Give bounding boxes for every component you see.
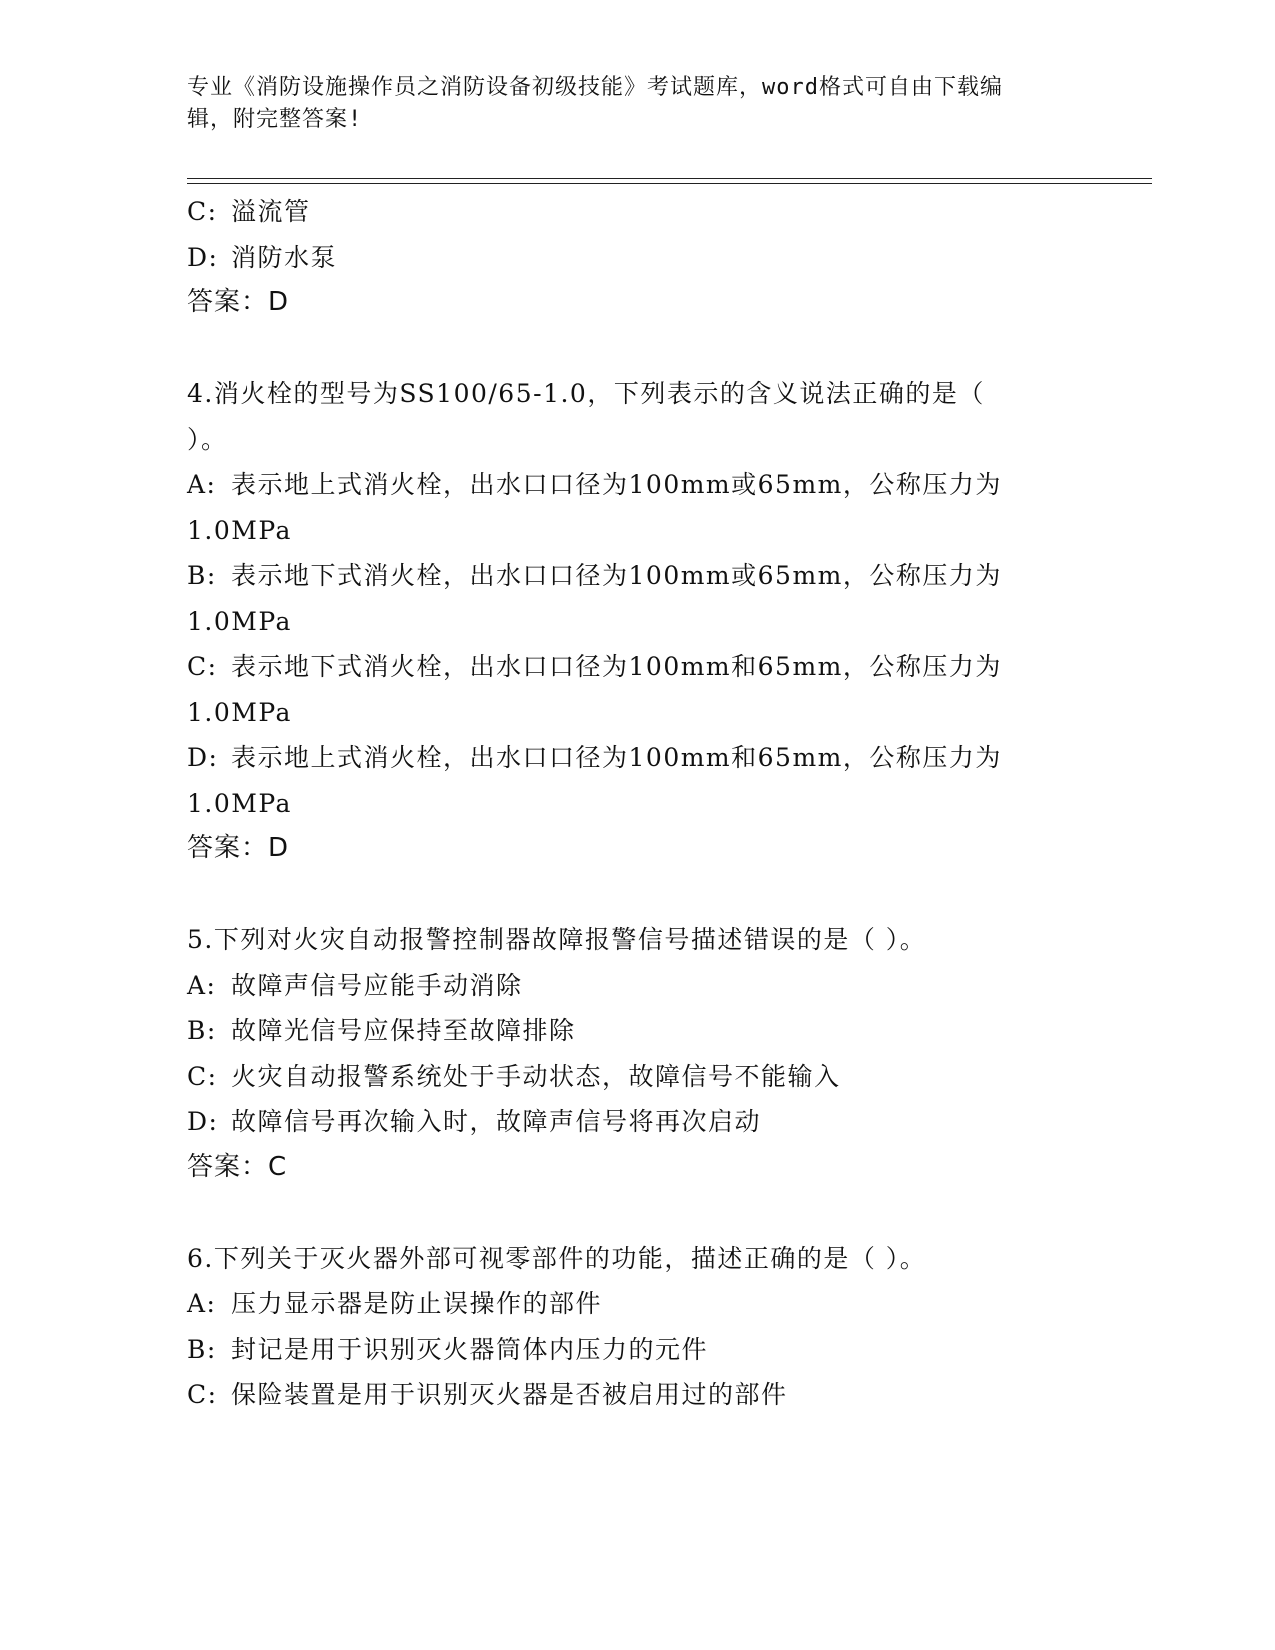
question-4 xyxy=(187,371,1087,872)
question-stem: 4.消火栓的型号为SS100/65-1.0，下列表示的含义说法正确的是（ xyxy=(187,379,985,408)
option-text: 故障信号再次输入时，故障声信号将再次启动 xyxy=(231,1107,762,1136)
option-b xyxy=(187,553,1087,599)
option-a-continued: 1.0MPa xyxy=(187,515,292,545)
option-key: C: xyxy=(187,1061,218,1091)
option-key: A: xyxy=(187,470,217,499)
option-key: B: xyxy=(187,1016,217,1045)
header-divider-top xyxy=(187,178,1152,179)
option-d xyxy=(187,1099,1087,1145)
option-key: B: xyxy=(187,1334,217,1364)
option-key: C: xyxy=(187,1380,218,1409)
option-text: 故障声信号应能手动消除 xyxy=(231,970,523,1000)
option-key: A: xyxy=(187,970,217,1000)
option-a xyxy=(187,963,1087,1009)
option-d-continued: 1.0MPa xyxy=(187,788,292,818)
option-text: 故障光信号应保持至故障排除 xyxy=(231,1016,576,1045)
spacer xyxy=(187,326,1087,372)
option-text: 火灾自动报警系统处于手动状态，故障信号不能输入 xyxy=(231,1061,841,1091)
option-key: D: xyxy=(187,743,219,772)
option-key: D: xyxy=(187,242,219,272)
option-c xyxy=(187,189,1087,235)
spacer xyxy=(187,1190,1087,1236)
option-b-continued: 1.0MPa xyxy=(187,606,292,636)
option-b xyxy=(187,1327,1087,1373)
option-c xyxy=(187,1372,1087,1418)
option-a xyxy=(187,462,1087,508)
option-text: 表示地下式消火栓，出水口口径为100mm和65mm，公称压力为 xyxy=(231,652,1002,681)
option-key: B: xyxy=(187,561,217,590)
question-content xyxy=(187,189,1087,1418)
header-line-1: 专业《消防设施操作员之消防设备初级技能》考试题库，word格式可自由下载编 xyxy=(187,75,1003,100)
option-a xyxy=(187,1281,1087,1327)
option-text: 表示地上式消火栓，出水口口径为100mm和65mm，公称压力为 xyxy=(231,743,1002,772)
option-text: 溢流管 xyxy=(231,197,311,226)
question-stem: 6.下列关于灭火器外部可视零部件的功能，描述正确的是（ ）。 xyxy=(187,1243,927,1273)
option-d xyxy=(187,735,1087,781)
option-text: 表示地下式消火栓，出水口口径为100mm或65mm，公称压力为 xyxy=(231,561,1002,590)
option-text: 表示地上式消火栓，出水口口径为100mm或65mm，公称压力为 xyxy=(231,470,1002,499)
option-text: 封记是用于识别灭火器筒体内压力的元件 xyxy=(231,1334,709,1364)
question-6 xyxy=(187,1236,1087,1418)
header-line-2: 辑，附完整答案! xyxy=(187,107,363,132)
question-stem: 5.下列对火灾自动报警控制器故障报警信号描述错误的是（ ）。 xyxy=(187,925,927,954)
answer-line: 答案：D xyxy=(187,833,290,863)
answer-line: 答案：C xyxy=(187,1151,288,1182)
document-header xyxy=(187,72,1067,136)
option-c-continued: 1.0MPa xyxy=(187,697,292,727)
option-key: A: xyxy=(187,1289,217,1318)
option-text: 消防水泵 xyxy=(231,242,338,272)
spacer xyxy=(187,872,1087,918)
option-d xyxy=(187,235,1087,281)
option-text: 压力显示器是防止误操作的部件 xyxy=(231,1289,603,1318)
option-key: C: xyxy=(187,197,218,226)
question-3-tail xyxy=(187,189,1087,326)
option-key: D: xyxy=(187,1107,219,1136)
option-c xyxy=(187,644,1087,690)
question-stem-continued: ）。 xyxy=(187,424,228,454)
option-b xyxy=(187,1008,1087,1054)
question-5 xyxy=(187,917,1087,1190)
answer-line: 答案：D xyxy=(187,287,290,317)
option-key: C: xyxy=(187,652,218,681)
header-divider-bottom xyxy=(187,183,1152,184)
option-c xyxy=(187,1054,1087,1100)
option-text: 保险装置是用于识别灭火器是否被启用过的部件 xyxy=(231,1380,788,1409)
